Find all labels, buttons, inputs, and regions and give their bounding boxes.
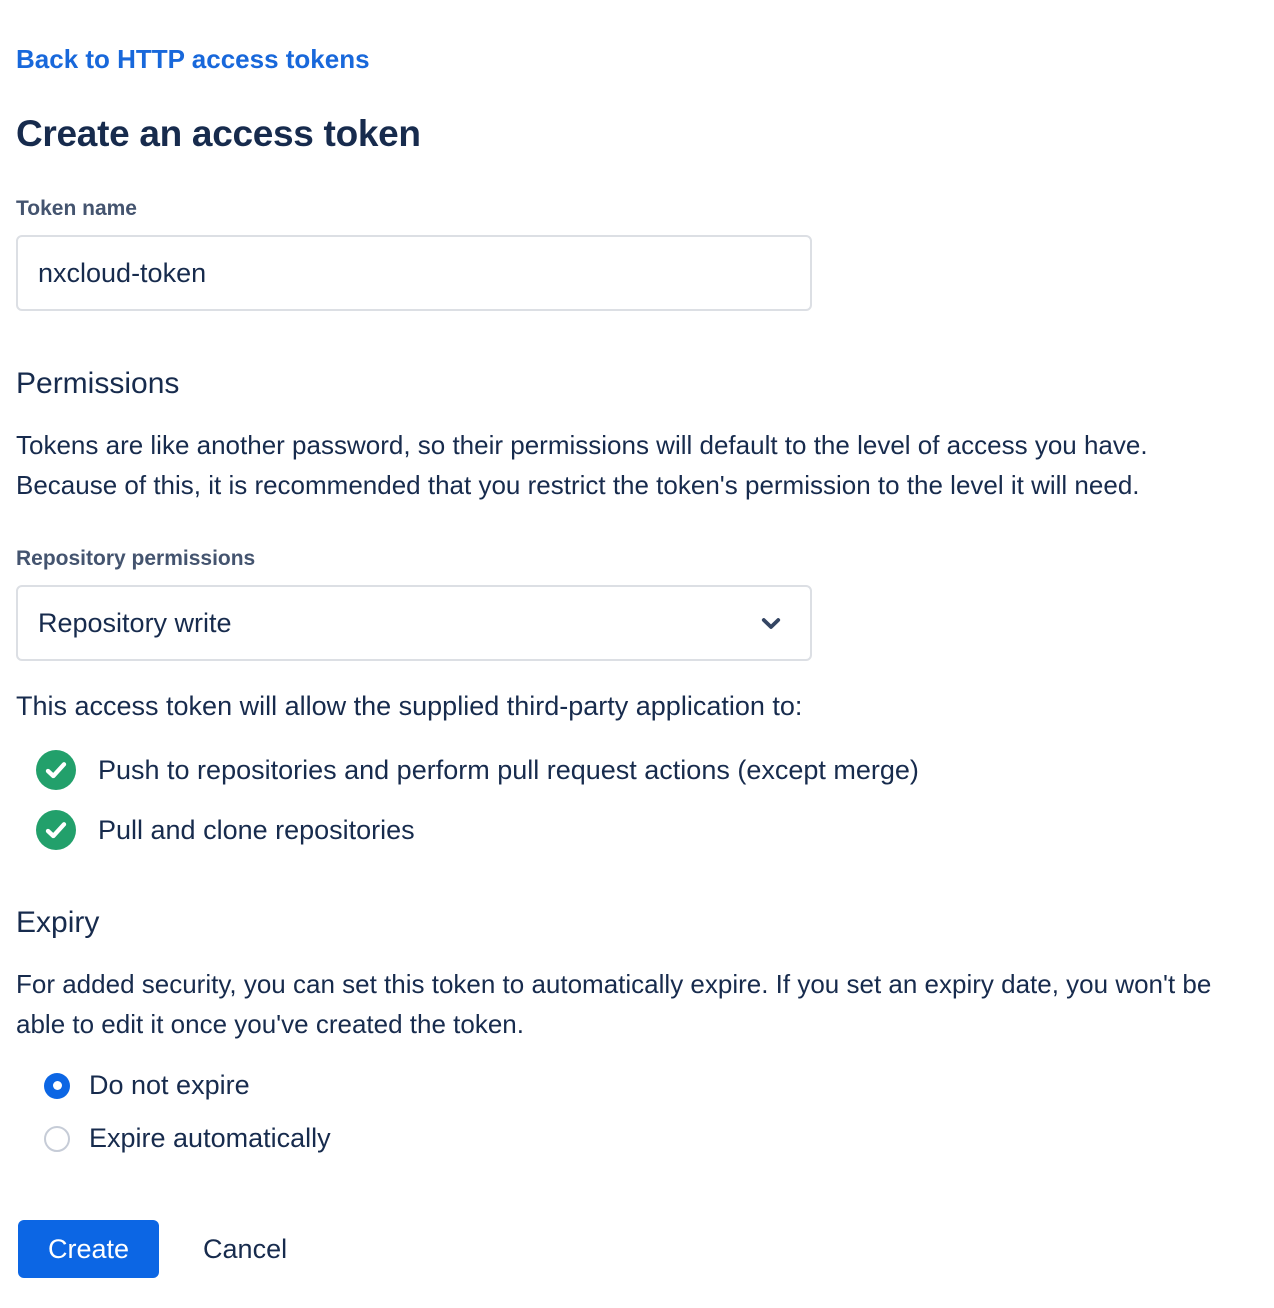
check-circle-icon bbox=[36, 810, 76, 850]
capability-list bbox=[16, 750, 1258, 850]
permissions-description: Tokens are like another password, so their permissions will default to the level of access you have. Because of this, it is recommended that you restrict the token's permission to the level it will need. bbox=[16, 430, 1148, 500]
radio-label: Expire automatically bbox=[89, 1123, 331, 1153]
expiry-description: For added security, you can set this token to automatically expire. If you set an expiry date, you won't be able to edit it once you've created the token. bbox=[16, 969, 1212, 1039]
repository-permissions-label: Repository permissions bbox=[16, 547, 256, 570]
token-name-label: Token name bbox=[16, 197, 137, 220]
radio-unselected-icon[interactable] bbox=[44, 1126, 70, 1152]
radio-do-not-expire[interactable] bbox=[16, 1070, 1258, 1101]
radio-label: Do not expire bbox=[89, 1070, 250, 1100]
capability-item bbox=[16, 810, 1258, 850]
capability-text: Push to repositories and perform pull request actions (except merge) bbox=[98, 754, 919, 785]
chevron-down-icon bbox=[756, 608, 786, 638]
page-title: Create an access token bbox=[16, 113, 421, 154]
expiry-heading: Expiry bbox=[16, 906, 100, 939]
repository-permissions-selected-value: Repository write bbox=[38, 607, 232, 638]
repository-permissions-select[interactable] bbox=[16, 585, 812, 661]
back-to-http-access-tokens-link[interactable]: Back to HTTP access tokens bbox=[16, 44, 370, 74]
permissions-heading: Permissions bbox=[16, 367, 180, 400]
token-allow-intro: This access token will allow the supplied third-party application to: bbox=[16, 691, 803, 721]
cancel-button[interactable]: Cancel bbox=[203, 1233, 288, 1264]
check-circle-icon bbox=[36, 750, 76, 790]
capability-text: Pull and clone repositories bbox=[98, 814, 415, 845]
radio-expire-automatically[interactable] bbox=[16, 1123, 1258, 1154]
token-name-input[interactable] bbox=[16, 235, 812, 311]
expiry-radio-group bbox=[16, 1070, 1258, 1154]
capability-item bbox=[16, 750, 1258, 790]
radio-selected-icon[interactable] bbox=[44, 1073, 70, 1099]
create-button[interactable]: Create bbox=[18, 1220, 159, 1278]
form-actions bbox=[16, 1220, 1258, 1278]
